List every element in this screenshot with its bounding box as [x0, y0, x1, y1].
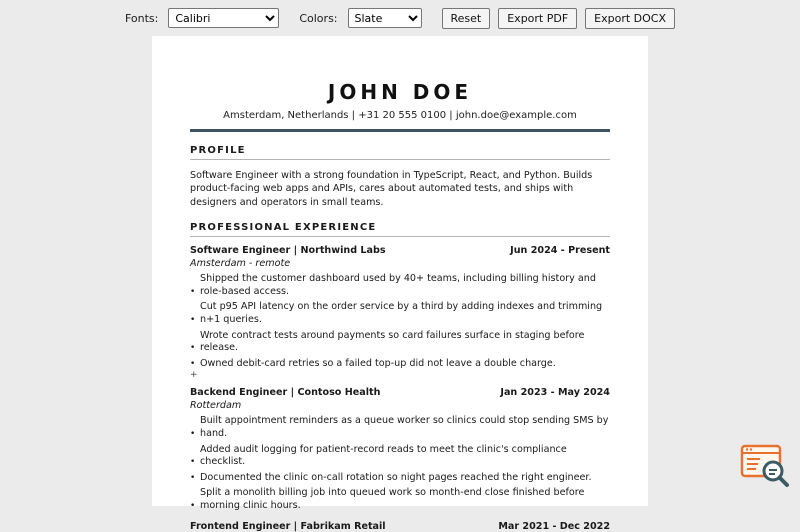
- job-bullet[interactable]: [190, 444, 610, 469]
- job-bullet[interactable]: [190, 301, 610, 326]
- bullet-dot: •: [190, 286, 196, 297]
- job-location[interactable]: Rotterdam: [190, 400, 242, 412]
- job-header: [190, 521, 610, 532]
- reset-button[interactable]: Reset: [442, 8, 491, 29]
- add-bullet-button[interactable]: +: [190, 370, 198, 381]
- bullet-dot: •: [190, 315, 196, 325]
- bullet-dot: •: [190, 500, 196, 511]
- job-bullet[interactable]: [190, 273, 610, 298]
- resume-page: [152, 36, 648, 532]
- colors-label: Colors:: [299, 11, 338, 25]
- profile-text[interactable]: Software Engineer with a strong foundation in TypeScript, React, and Python. Builds product-facing web apps and APIs, cares about automated tests, and ships with designers and operators in small teams.: [190, 170, 593, 208]
- job-dates[interactable]: Jan 2023 - May 2024: [500, 387, 610, 399]
- job-header: [190, 245, 610, 256]
- bullet-text[interactable]: Split a monolith billing job into queued work so month-end close finished before morning clinic hours.: [200, 487, 585, 511]
- job-bullets: [190, 415, 610, 512]
- job-bullet[interactable]: [190, 487, 610, 512]
- bullet-dot: •: [190, 457, 196, 468]
- font-select[interactable]: [168, 8, 279, 28]
- bullet-dot: •: [190, 343, 196, 354]
- bullet-dot: •: [190, 428, 196, 439]
- color-select[interactable]: [348, 8, 422, 28]
- job-header: [190, 387, 610, 398]
- bullet-dot: •: [190, 472, 196, 483]
- bullet-text[interactable]: Cut p95 API latency on the order service by a third by adding indexes and trimming n+1 queries.: [200, 301, 603, 325]
- bullet-text[interactable]: Owned debit-card retries so a failed top-up did not leave a double charge.: [200, 357, 556, 369]
- job-location[interactable]: Amsterdam - remote: [190, 258, 291, 270]
- fonts-label: Fonts:: [124, 11, 159, 25]
- export-docx-button[interactable]: Export DOCX: [585, 8, 675, 29]
- job-bullet[interactable]: [190, 358, 610, 371]
- job-bullet[interactable]: [190, 330, 610, 355]
- toolbar: [0, 0, 800, 36]
- job-dates[interactable]: Mar 2021 - Dec 2022: [498, 520, 610, 532]
- job-title[interactable]: Software Engineer | Northwind Labs: [190, 245, 386, 257]
- experience-heading[interactable]: PROFESSIONAL EXPERIENCE: [190, 222, 610, 237]
- bullet-text[interactable]: Documented the clinic on-call rotation so night pages reached the right engineer.: [200, 471, 592, 483]
- bullet-text[interactable]: Built appointment reminders as a queue worker so clinics could stop sending SMS by hand.: [200, 415, 609, 439]
- job-bullet[interactable]: [190, 472, 610, 485]
- resume-contact[interactable]: Amsterdam, Netherlands | +31 20 555 0100 | john.doe@example.com: [223, 110, 577, 121]
- export-pdf-button[interactable]: Export PDF: [498, 8, 577, 29]
- job-bullets: [190, 273, 610, 370]
- resume-name[interactable]: JOHN DOE: [327, 80, 473, 104]
- job-bullet[interactable]: [190, 415, 610, 440]
- profile-heading[interactable]: PROFILE: [190, 145, 610, 160]
- bullet-dot: •: [190, 358, 196, 369]
- header-divider: [190, 129, 610, 132]
- job-title[interactable]: Frontend Engineer | Fabrikam Retail: [190, 520, 386, 532]
- document-search-icon: [740, 444, 792, 490]
- bullet-text[interactable]: Shipped the customer dashboard used by 40+ teams, including billing history and role-based access.: [200, 273, 596, 297]
- job-title[interactable]: Backend Engineer | Contoso Health: [190, 387, 381, 399]
- job-dates[interactable]: Jun 2024 - Present: [510, 245, 610, 257]
- bullet-text[interactable]: Added audit logging for patient-record reads to meet the clinic's compliance checklist.: [200, 443, 567, 468]
- bullet-text[interactable]: Wrote contract tests around payments so card failures surface in staging before release.: [200, 329, 585, 354]
